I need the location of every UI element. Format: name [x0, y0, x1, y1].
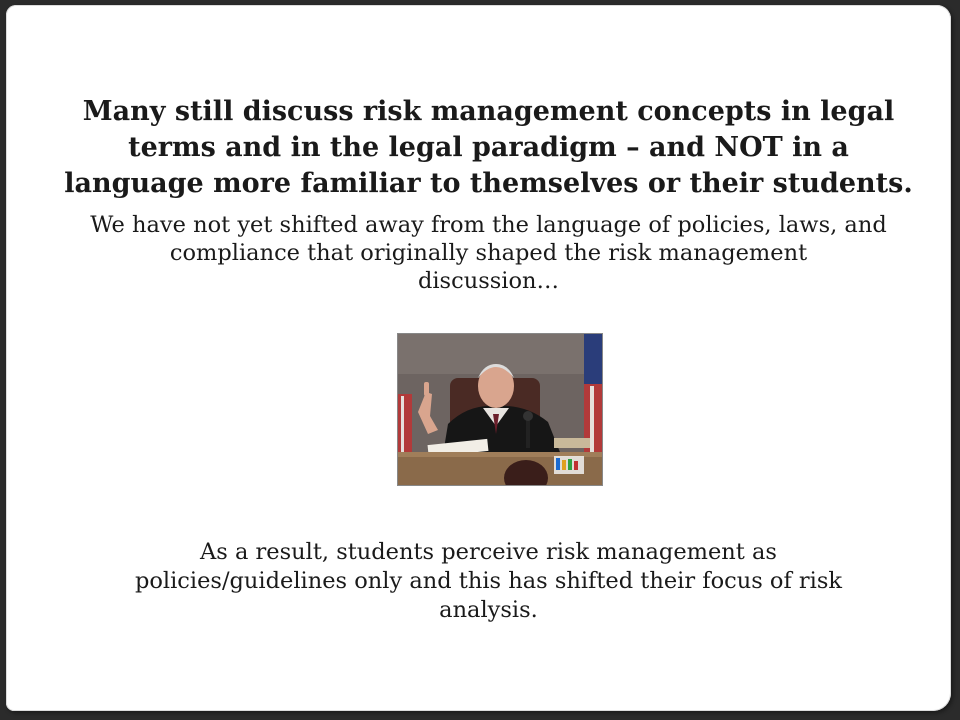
result-line-2: policies/guidelines only and this has shifted their focus of risk	[134, 568, 843, 594]
judge-photo-illustration	[398, 334, 602, 485]
slide-subtext	[26, 211, 951, 295]
slide-heading	[26, 94, 951, 202]
subtext-line-1: We have not yet shifted away from the language of policies, laws, and	[90, 212, 887, 238]
result-line-1: As a result, students perceive risk management as	[200, 539, 777, 565]
heading-line-1: Many still discuss risk management concepts in legal	[82, 96, 895, 127]
subtext-line-3: discussion…	[417, 268, 560, 294]
heading-line-3: language more familiar to themselves or their students.	[64, 168, 913, 199]
slide-result	[26, 538, 951, 625]
heading-line-2: terms and in the legal paradigm – and NOT in a	[128, 132, 849, 163]
slide-paper	[6, 5, 951, 711]
subtext-line-2: compliance that originally shaped the risk management	[169, 240, 808, 266]
judge-photo	[397, 333, 603, 486]
result-line-3: analysis.	[439, 597, 538, 623]
